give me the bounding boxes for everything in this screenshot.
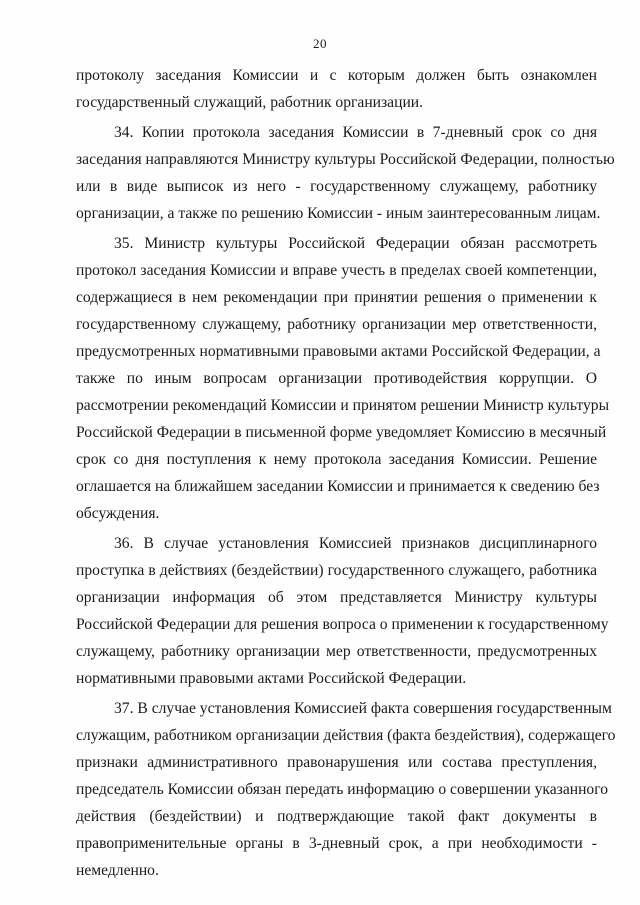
text-line: проступка в действиях (бездействии) государственного служащего, работника	[76, 562, 597, 579]
text-line: Российской Федерации для решения вопроса о применении к государственному	[76, 616, 609, 633]
text-line: нормативными правовыми актами Российской Федерации.	[76, 670, 467, 687]
text-line: организации, а также по решению Комиссии - иным заинтересованным лицам.	[76, 205, 601, 222]
text-line: рассмотрении рекомендаций Комиссии и принятом решении Министр культуры	[76, 397, 610, 414]
text-line: срок со дня поступления к нему протокола заседания Комиссии. Решение	[76, 451, 597, 468]
text-line: заседания направляются Министру культуры Российской Федерации, полностью	[76, 151, 615, 168]
text-line: немедленно.	[76, 862, 159, 879]
paragraph-37	[76, 695, 616, 884]
text-line: 35. Министр культуры Российской Федерации обязан рассмотреть	[114, 235, 597, 252]
text-line: Российской Федерации в письменной форме уведомляет Комиссию в месячный	[76, 424, 607, 441]
text-line: или в виде выписок из него - государственному служащему, работнику	[76, 178, 597, 195]
text-line: правоприменительные органы в 3-дневный срок, а при необходимости -	[76, 835, 597, 852]
text-line: председатель Комиссии обязан передать информацию о совершении указанного	[76, 781, 609, 798]
text-line: обсуждения.	[76, 505, 160, 522]
text-line: оглашается на ближайшем заседании Комиссии и принимается к сведению без	[76, 478, 600, 495]
text-line: также по иным вопросам организации противодействия коррупции. О	[76, 370, 597, 387]
text-line: 37. В случае установления Комиссией факта совершения государственным	[114, 700, 612, 717]
text-line: организации информация об этом представляется Министру культуры	[76, 589, 597, 606]
text-line: протоколу заседания Комиссии и с которым должен быть ознакомлен	[76, 67, 597, 84]
text-line: 34. Копии протокола заседания Комиссии в 7-дневный срок со дня	[114, 124, 597, 141]
text-line: содержащиеся в нем рекомендации при принятии решения о применении к	[76, 289, 597, 306]
document-body	[76, 62, 616, 884]
text-line: служащему, работнику организации мер ответственности, предусмотренных	[76, 643, 597, 660]
text-line: признаки административного правонарушения или состава преступления,	[76, 754, 597, 771]
text-line: служащим, работником организации действия (факта бездействия), содержащего	[76, 727, 616, 744]
paragraph-36	[76, 530, 609, 692]
text-line: государственный служащий, работник организации.	[76, 94, 424, 111]
page-number: 20	[313, 36, 327, 51]
text-line: действия (бездействии) и подтверждающие такой факт документы в	[76, 808, 597, 825]
text-line: 36. В случае установления Комиссией признаков дисциплинарного	[114, 535, 597, 552]
paragraph-continuation	[76, 62, 597, 116]
text-line: предусмотренных нормативными правовыми актами Российской Федерации, а	[76, 343, 601, 360]
text-line: протокол заседания Комиссии и вправе учесть в пределах своей компетенции,	[76, 262, 597, 279]
paragraph-34	[76, 119, 615, 227]
paragraph-35	[76, 230, 610, 527]
text-line: государственному служащему, работнику организации мер ответственности,	[76, 316, 597, 333]
